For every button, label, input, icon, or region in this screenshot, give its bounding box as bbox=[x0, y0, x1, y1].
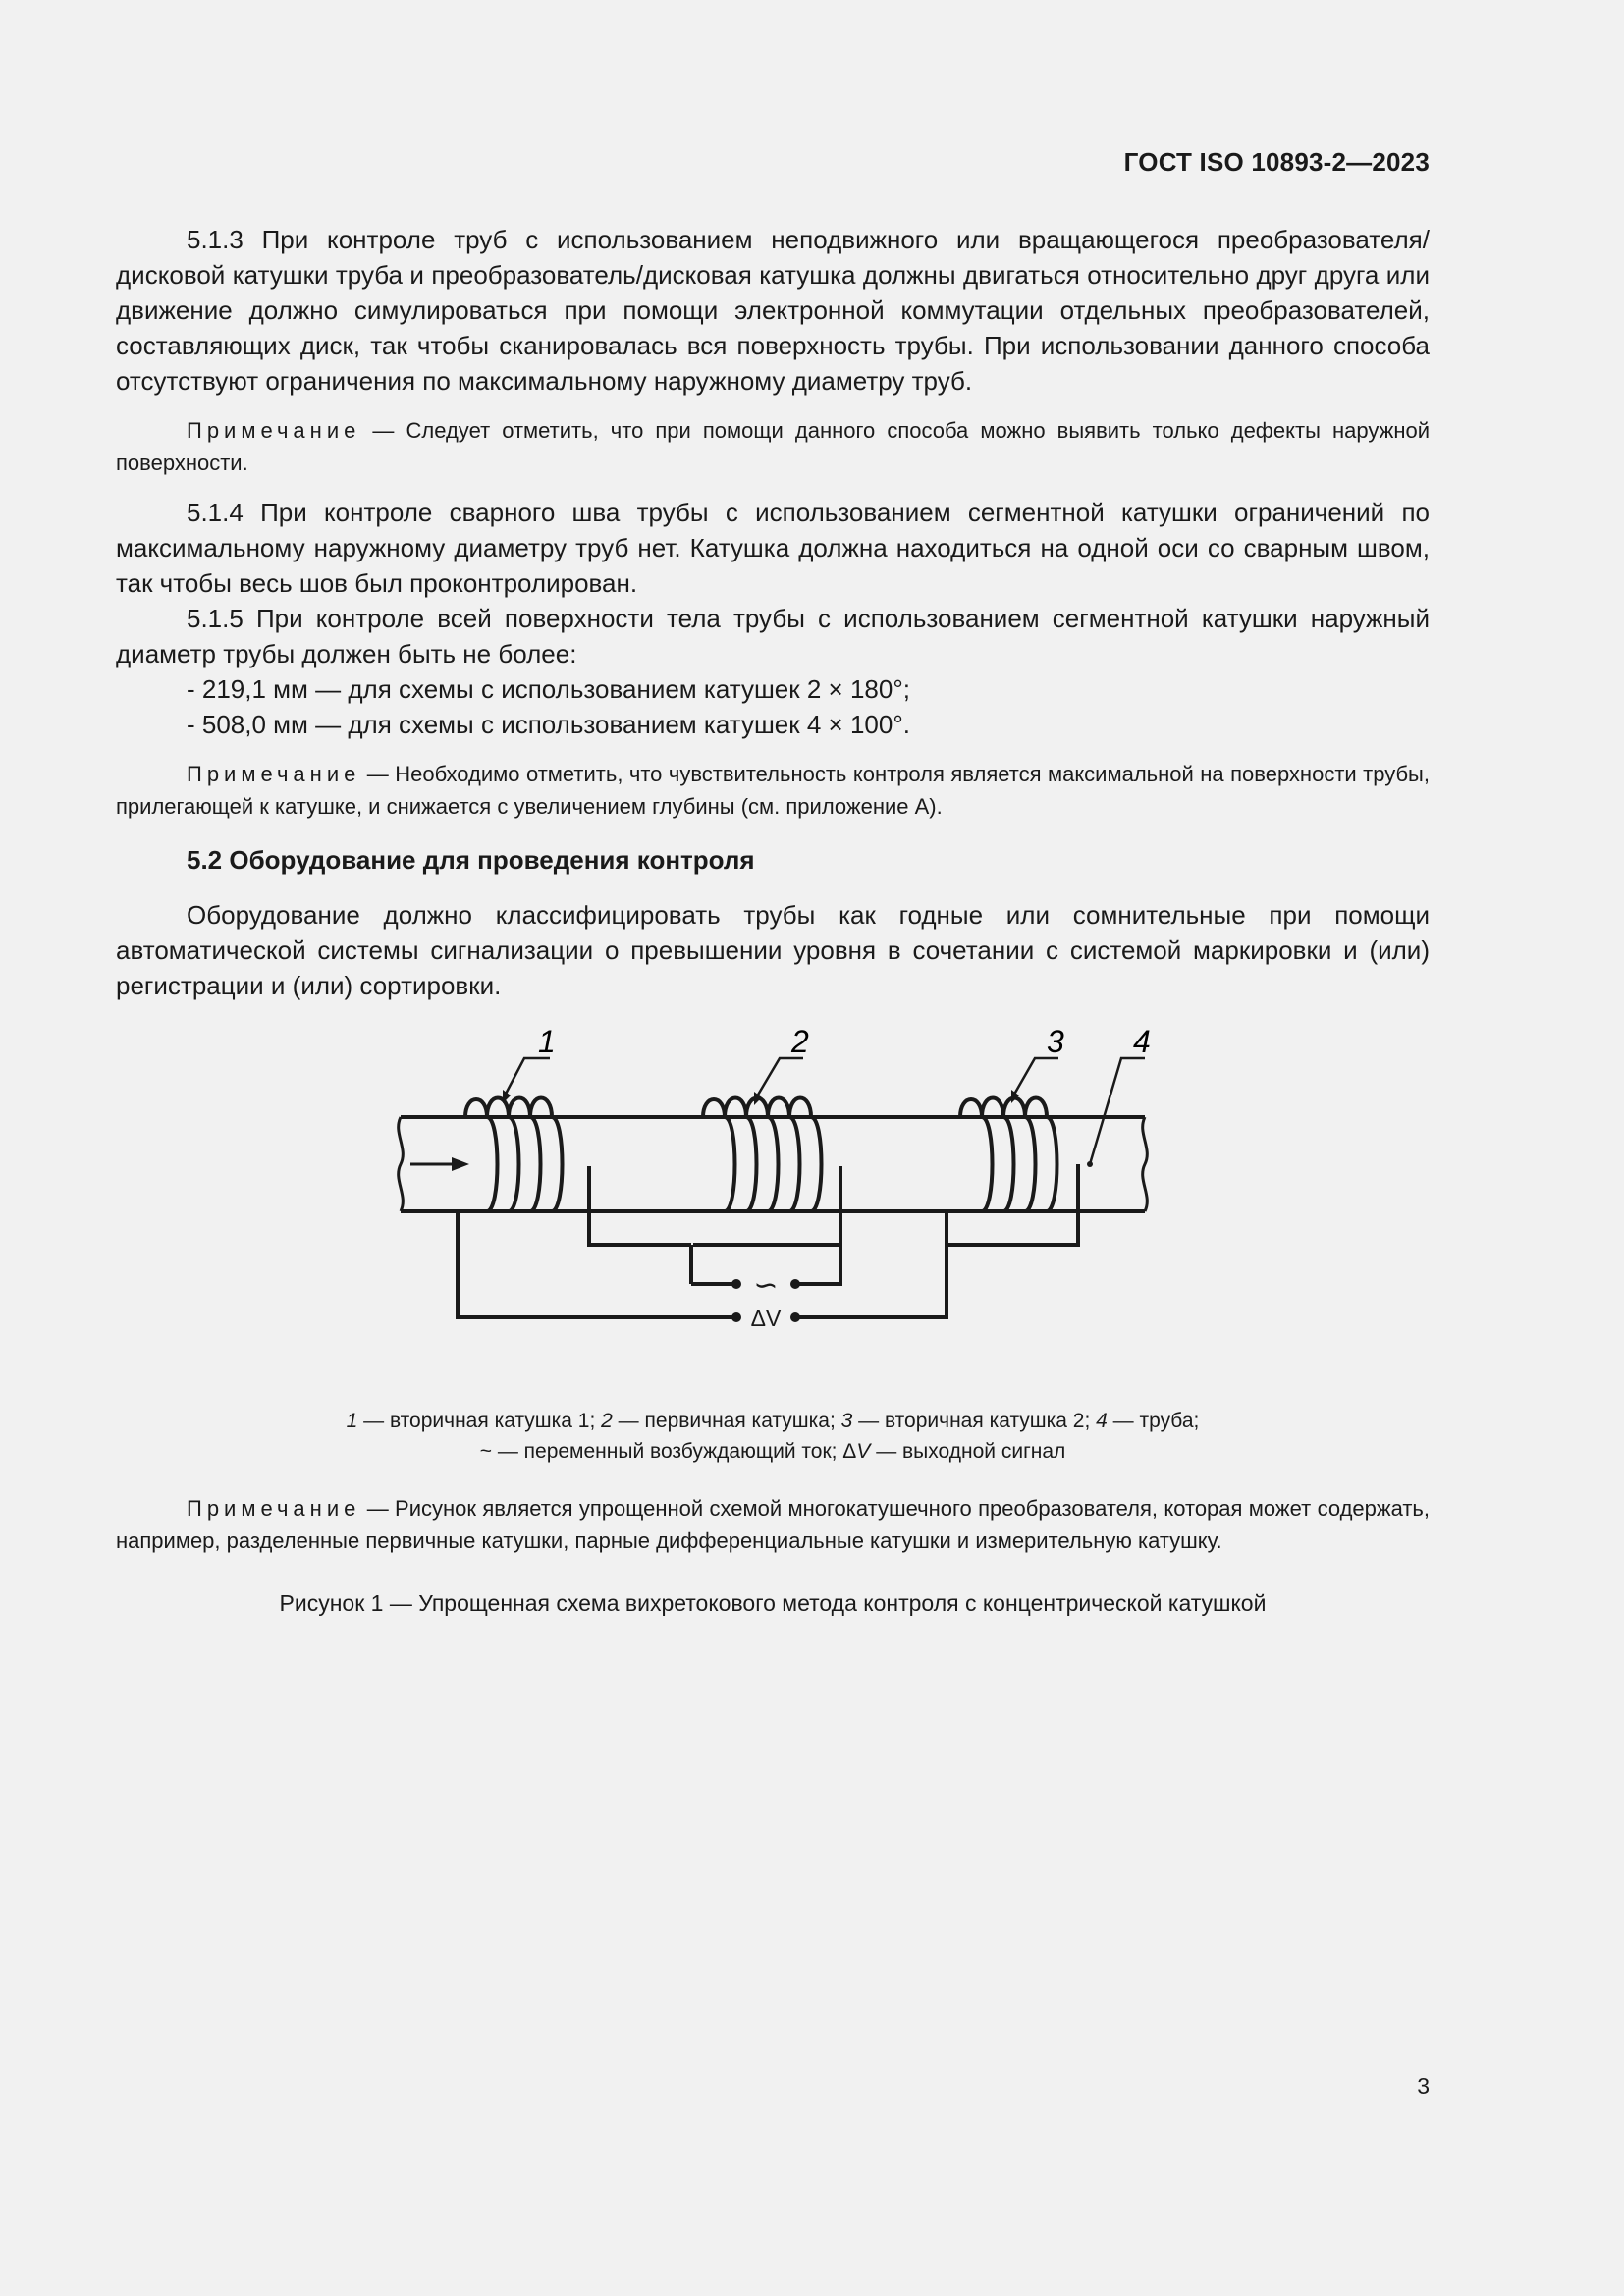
ac-source-symbol: ∽ bbox=[753, 1268, 779, 1303]
legend-num-3: 3 bbox=[840, 1410, 853, 1432]
legend-line-2 bbox=[116, 1436, 1430, 1467]
paragraph-5-1-3: 5.1.3 При контроле труб с использованием неподвижного или вращающегося преобразователя/дисковой катушки труба и преобразователь/дисковая катушка должны двигаться относительно друг друга или движение должно симулироваться при помощи электронной коммутации отдельных преобразователей, составляющих диск, так чтобы сканировалась вся поверхность трубы. При использовании данного способа отсутствуют ограничения по максимальному наружному диаметру труб. bbox=[116, 225, 1430, 396]
list-item-219: - 219,1 мм — для схемы с использованием катушек 2 × 180°; bbox=[187, 674, 910, 704]
note-2-label: Примечание bbox=[187, 762, 361, 786]
note-2 bbox=[116, 758, 1430, 823]
secondary-coil-1 bbox=[465, 1098, 563, 1212]
document-body bbox=[116, 222, 1430, 1620]
primary-coil bbox=[703, 1098, 822, 1212]
legend-text-6: — выходной сигнал bbox=[870, 1440, 1066, 1463]
figure-label-3: 3 bbox=[1047, 1024, 1064, 1059]
paragraph-5-1-4: 5.1.4 При контроле сварного шва трубы с использованием сегментной катушки ограничений по максимальному наружному диаметру труб нет. Катушка должна находиться на одной оси со сварным швом, так чтобы весь шов был проконтролирован. bbox=[116, 498, 1430, 598]
flow-arrow-icon bbox=[452, 1157, 469, 1171]
section-heading-5-2: 5.2 Оборудование для проведения контроля bbox=[187, 845, 755, 875]
note-1-label: Примечание bbox=[187, 418, 361, 443]
note-2-text: — Необходимо отметить, что чувствительность контроля является максимальной на поверхности трубы, прилегающей к катушке, и снижается с увеличением глубины (см. приложение А). bbox=[116, 762, 1430, 819]
pipe-break-left bbox=[399, 1117, 404, 1211]
legend-text-1: — вторичная катушка 1; bbox=[357, 1410, 602, 1432]
note-1 bbox=[116, 414, 1430, 479]
figure-legend bbox=[116, 1406, 1430, 1467]
note-1-text: — Следует отметить, что при помощи данного способа можно выявить только дефекты наружной поверхности. bbox=[116, 418, 1430, 475]
legend-v: V bbox=[856, 1440, 871, 1463]
figure-label-1: 1 bbox=[538, 1024, 556, 1059]
note-3-text: — Рисунок является упрощенной схемой многокатушечного преобразователя, которая может содержать, например, разделенные первичные катушки, парные дифференциальные катушки и измерительную катушку. bbox=[116, 1496, 1430, 1553]
legend-num-1: 1 bbox=[346, 1410, 358, 1432]
paragraph-5-2: Оборудование должно классифицировать трубы как годные или сомнительные при помощи автоматической системы сигнализации о превышении уровня в сочетании с системой маркировки и (или) регистрации и (или) сортировки. bbox=[116, 900, 1430, 1000]
figure-1-diagram bbox=[116, 1019, 1430, 1402]
figure-label-2: 2 bbox=[791, 1024, 809, 1059]
legend-text-2: — первичная катушка; bbox=[612, 1410, 841, 1432]
document-code-header: ГОСТ ISO 10893-2—2023 bbox=[1123, 147, 1430, 177]
legend-num-2: 2 bbox=[601, 1410, 613, 1432]
paragraph-5-1-5: 5.1.5 При контроле всей поверхности тела трубы с использованием сегментной катушки наружный диаметр трубы должен быть не более: bbox=[116, 604, 1430, 668]
figure-caption: Рисунок 1 — Упрощенная схема вихретокового метода контроля с концентрической катушкой bbox=[279, 1590, 1267, 1616]
legend-num-4: 4 bbox=[1096, 1410, 1108, 1432]
page-number: 3 bbox=[1417, 2073, 1430, 2099]
legend-text-3: — вторичная катушка 2; bbox=[852, 1410, 1097, 1432]
output-signal-symbol: ΔV bbox=[750, 1306, 782, 1331]
note-3 bbox=[116, 1492, 1430, 1557]
secondary-coil-2 bbox=[960, 1098, 1057, 1212]
pipe-break-right bbox=[1143, 1117, 1148, 1211]
legend-text-4: — труба; bbox=[1107, 1410, 1200, 1432]
legend-line-1 bbox=[116, 1406, 1430, 1436]
figure-label-4: 4 bbox=[1133, 1024, 1151, 1059]
legend-text-5: ~ — переменный возбуждающий ток; Δ bbox=[479, 1440, 857, 1463]
note-3-label: Примечание bbox=[187, 1496, 361, 1521]
list-item-508: - 508,0 мм — для схемы с использованием катушек 4 × 100°. bbox=[187, 710, 910, 739]
coil-schematic bbox=[116, 1019, 1430, 1402]
